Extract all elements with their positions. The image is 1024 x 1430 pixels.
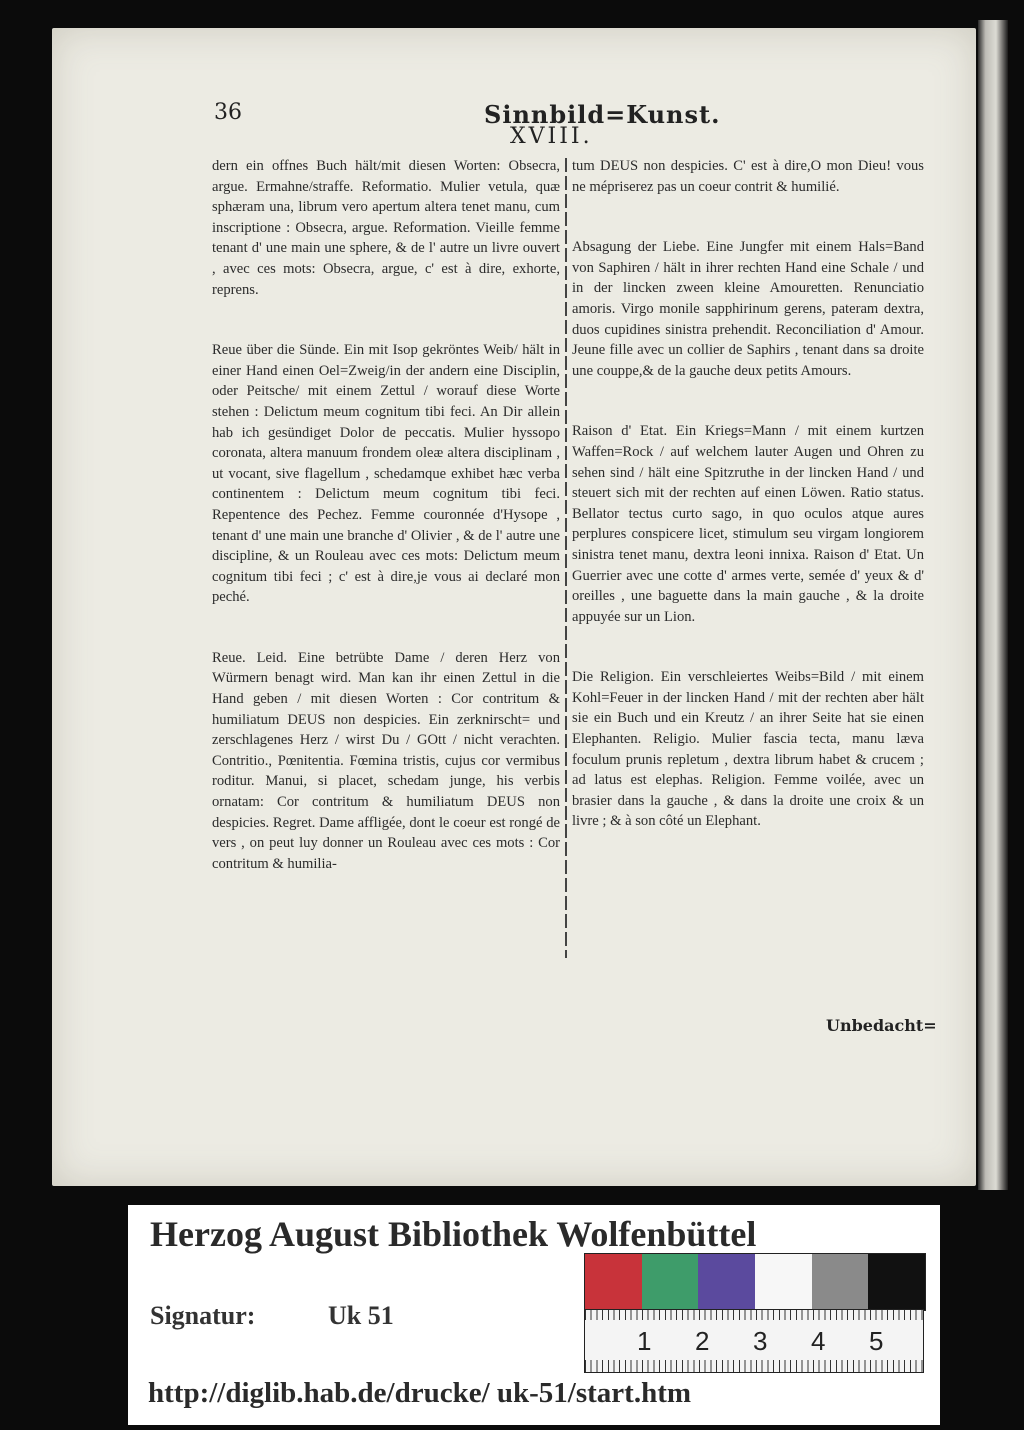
- color-swatch: [868, 1254, 925, 1310]
- color-swatch: [585, 1254, 642, 1310]
- entry-paragraph: Raison d' Etat. Ein Kriegs=Mann / mit einem kurtzen Waffen=Rock / auf welchem lauter Augen und Ohren zu sehen sind / hält eine Spitzruthe in der lincken Hand / und steuert sich mit der rechten auf einen Löwen. Ratio status. Bellator tectus curto sago, in quo oculos atque aures perplures conspicere licet, stimulum seu virgam longiorem sinistra tenet manu, dextra leoni innixa. Raison d' Etat. Un Guerrier avec une cotte d' armes verte, semée d' yeux & d' oreilles , une baguette dans la main gauche , & la droite appuyée sur un Lion.: [572, 423, 924, 625]
- entry-paragraph: Absagung der Liebe. Eine Jungfer mit einem Hals=Band von Saphiren / hält in ihrer rechten Hand eine Schale / und in der lincken zween kleine Amouretten. Renunciatio amoris. Virgo monile sapphirinum gerens, pateram dextra, duos cupidines sinistra prehendit. Reconciliation d' Amour. Jeune fille avec un collier de Saphirs , tenant dans sa droite une couppe,& de la gauche deux petits Amours.: [572, 239, 924, 379]
- running-title: Sinnbild=Kunst.: [484, 100, 721, 129]
- color-swatch: [755, 1254, 812, 1310]
- entry-paragraph: dern ein offnes Buch hält/mit diesen Worten: Obsecra, argue. Ermahne/straffe. Reformatio. Mulier vetula, quæ sphæram una, librum vero apertum altera tenet manu, cum inscriptione : Obsecra, argue. Reformation. Vieille femme tenant d' une main une sphere, & de l' autre un livre ouvert , avec ces mots: Obsecra, argue, c' est à dire, exhorte, reprens.: [212, 158, 560, 298]
- ruler-number: 4: [811, 1326, 826, 1356]
- left-column: [212, 156, 560, 956]
- color-swatch: [642, 1254, 699, 1310]
- page-number: 36: [214, 100, 242, 125]
- source-url: http://diglib.hab.de/drucke/ uk-51/start.htm: [148, 1377, 692, 1409]
- color-calibration-bar: [584, 1253, 926, 1311]
- right-column: [572, 156, 924, 956]
- library-name: Herzog August Bibliothek Wolfenbüttel: [150, 1214, 757, 1254]
- color-swatch: [812, 1254, 869, 1310]
- column-divider: [565, 158, 567, 958]
- ruler-ticks: [585, 1310, 923, 1320]
- entry-paragraph: Reue. Leid. Eine betrübte Dame / deren Herz von Würmern benagt wird. Man kan ihr einen Zettul in die Hand geben / mit diesen Worten : Cor contritum & humiliatum DEUS non despicies. Ein zerknirscht= und zerschlagenes Herz / wirst Du / GOtt / nicht verachten. Contritio., Pœnitentia. Fœmina tristis, cujus cor vermibus roditur. Manui, si placet, schedam junge, his verbis ornatam: Cor contritum & humiliatum DEUS non despicies. Regret. Dame affligée, dont le coeur est rongé de vers , on peut luy donner un Rouleau avec ces mots : Cor contritum & humilia-: [212, 649, 560, 872]
- page-edge: [978, 20, 1008, 1190]
- entry-paragraph: tum DEUS non despicies. C' est à dire,O mon Dieu! vous ne mépriserez pas un coeur contrit & humilié.: [572, 158, 924, 195]
- ruler-number: 5: [869, 1326, 884, 1356]
- signatur-label: Signatur:: [150, 1301, 256, 1330]
- library-card: [128, 1205, 940, 1425]
- ruler-ticks: [585, 1360, 923, 1372]
- entry-paragraph: Reue über die Sünde. Ein mit Isop gekröntes Weib/ hält in einer Hand einen Oel=Zweig/in der andern eine Disciplin, oder Peitsche/ mit einem Zettul / worauf diese Worte stehen : Delictum meum cognitum tibi feci. An Dir allein hab ich gesündiget Dolor de peccatis. Mulier hyssopo coronata, altera manuum frondem oleæ altera disciplinam , ut vocant, sive flagellum , schedamque exhibet hæc verba continentem : Delictum meum cognitum tibi feci. Repentence des Pechez. Femme couronnée d'Hysope , tenant d' une main une branche d' Olivier , & de l' autre une discipline, & un Rouleau avec ces mots: Delictum meum cognitum tibi feci ; c' est à dire,je vous ai declaré mon peché.: [212, 342, 560, 606]
- measurement-ruler: [584, 1309, 924, 1373]
- ruler-number: 1: [637, 1326, 652, 1356]
- catchword: Unbedacht=: [826, 1016, 937, 1035]
- signatur-value: Uk 51: [328, 1301, 394, 1330]
- ruler-number: 2: [695, 1326, 710, 1356]
- ruler-number: 3: [753, 1326, 768, 1356]
- entry-paragraph: Die Religion. Ein verschleiertes Weibs=Bild / mit einem Kohl=Feuer in der lincken Hand / mit der rechten aber hält sie ein Buch und ein Kreutz / an ihrer Seite hat sie einen Elephanten. Religio. Mulier fascia tecta, manu læva foculum prunis repletum , dextra librum habet & crucem ; ad latus est elephas. Religion. Femme voilée, avec un brasier dans la gauche , & dans la droite une croix & un livre ; & à son côté un Elephant.: [572, 669, 924, 830]
- color-swatch: [698, 1254, 755, 1310]
- section-number: XVIII.: [510, 124, 593, 149]
